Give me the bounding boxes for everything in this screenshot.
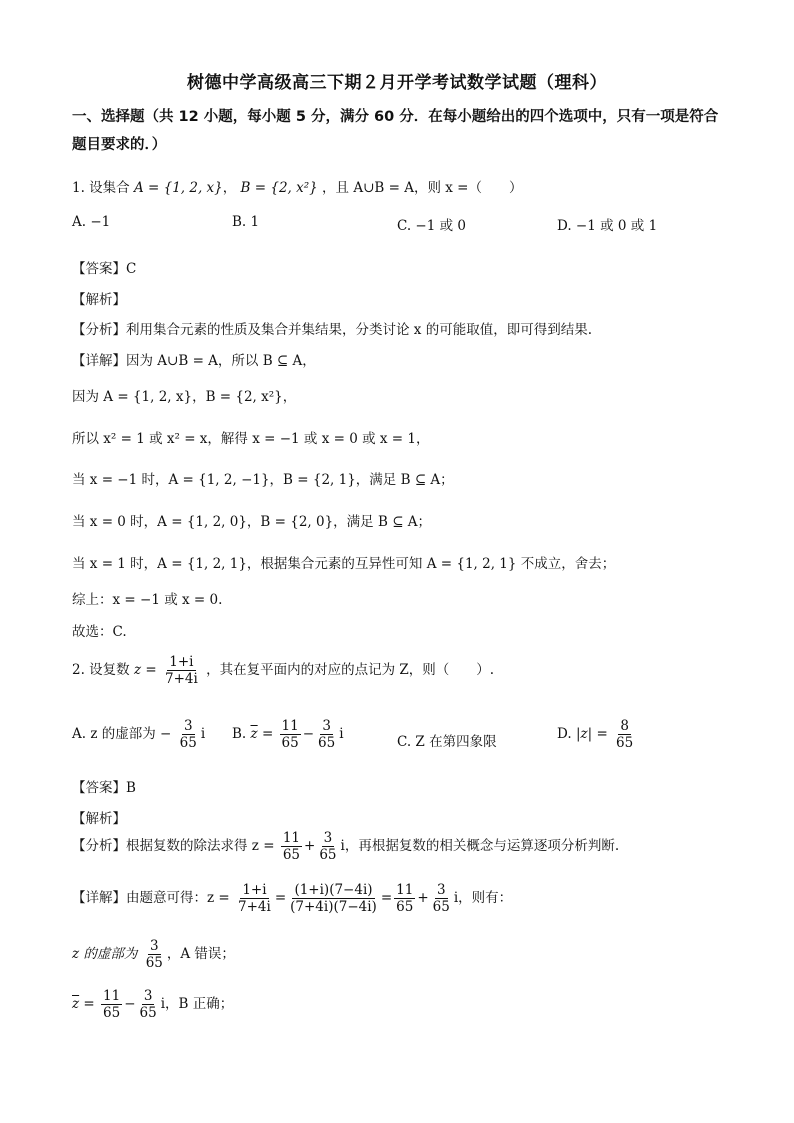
q2-xj-eq1: =: [274, 890, 287, 906]
q2-opt-b-z: $\overline{z}$: [250, 726, 258, 742]
q2-analysis-label: 【解析】: [72, 811, 126, 827]
q2-xj-f1-den: 7+4i: [238, 899, 271, 915]
q2-opt-b-i: i: [339, 726, 344, 742]
q2-fenxi-plus: +: [304, 838, 316, 854]
q1-line-1: 因为 A = {1, 2, x}，B = {2, x²}，: [72, 389, 297, 405]
q2-lb-z: $\overline{z}$: [72, 996, 80, 1012]
q2-opt-b-label: B.: [232, 726, 247, 742]
q2-opt-d-num: 8: [620, 718, 629, 734]
q1-answer: 【答案】C: [72, 261, 137, 277]
q2-option-a: [72, 718, 205, 751]
q2-lb-num1: 11: [103, 988, 121, 1004]
q2-la-frac: [144, 938, 165, 971]
q2-opt-d-abs: |z| =: [575, 726, 608, 742]
q2-lb-minus: −: [124, 996, 136, 1012]
q2-fenxi-den2: 65: [319, 847, 337, 863]
q1-set-b: B = {2, x²}: [240, 180, 318, 196]
q2-answer: 【答案】B: [72, 780, 136, 796]
q2-lb-den1: 65: [103, 1005, 121, 1021]
q2-opt-b-frac2: [316, 718, 337, 751]
q1-line-3: 当 x = −1 时，A = {1, 2, −1}，B = {2, 1}，满足 B ⊆ A；: [72, 472, 454, 488]
q1-line-2: 所以 x² = 1 或 x² = x，解得 x = −1 或 x = 0 或 x = 1，: [72, 431, 430, 447]
q2-opt-b-den2: 65: [318, 735, 336, 751]
q2-lb-frac1: [101, 988, 122, 1021]
q2-fenxi-frac2: [317, 830, 338, 863]
q2-xj-f4-den: 65: [432, 899, 450, 915]
q2-frac-den: 7+4i: [164, 671, 198, 687]
q2-xiangjie: [72, 882, 512, 915]
q2-opt-b-num1: 11: [281, 718, 299, 734]
q1-option-d: D. −1 或 0 或 1: [557, 218, 658, 234]
q2-la-num: 3: [150, 938, 159, 954]
q2-opt-b-minus: −: [302, 726, 315, 742]
q2-xj-post: i，则有：: [453, 890, 513, 906]
section-heading: 一、选择题（共 12 小题，每小题 5 分，满分 60 分．在每小题给出的四个选项中，只有一项是符合题目要求的．）: [72, 109, 719, 153]
q2-option-d: [557, 718, 637, 751]
q2-fenxi-post: i，再根据复数的相关概念与运算逐项分析判断.: [340, 838, 620, 854]
q2-option-c: C. Z 在第四象限: [397, 734, 497, 750]
q2-xj-f2-den: (7+4i)(7−4i): [290, 899, 377, 915]
q2-opt-a-num: 3: [183, 718, 193, 734]
q2-opt-a-text: z 的虚部为 −: [90, 726, 172, 742]
q2-lb-num2: 3: [143, 988, 153, 1004]
q2-xj-eq2: =: [380, 890, 393, 906]
q1-set-a: A = {1, 2, x}: [133, 180, 223, 196]
q2-stem-post: ，其在复平面内的对应的点记为 Z，则（ ）.: [206, 662, 495, 678]
q1-line-4: 当 x = 0 时，A = {1, 2, 0}，B = {2, 0}，满足 B ⊆ A；: [72, 514, 432, 530]
q2-xj-frac2: [288, 882, 379, 915]
q1-stem: 1. 设集合 A = {1, 2, x}， B = {2, x²} ，且 A∪B = A，则 x =（ ）: [72, 180, 523, 196]
q2-opt-a-i: i: [200, 726, 206, 742]
q2-fenxi-frac1: [281, 830, 302, 863]
q2-z-eq: z =: [133, 662, 157, 678]
q2-option-b: [232, 718, 344, 751]
q1-option-c: C. −1 或 0: [397, 218, 467, 234]
q2-la-pre: z 的虚部为: [72, 946, 138, 962]
q2-lb-frac2: [138, 988, 159, 1021]
q2-opt-b-frac1: [280, 718, 301, 751]
q2-fenxi-num1: 11: [282, 830, 300, 846]
q1-option-a: A. −1: [72, 214, 111, 230]
q2-fenxi: [72, 830, 619, 863]
q2-opt-d-den: 65: [616, 735, 634, 751]
q2-lb-eq: =: [83, 996, 95, 1012]
q1-line-5: 当 x = 1 时，A = {1, 2, 1}，根据集合元素的互异性可知 A = {1, 2, 1} 不成立，舍去；: [72, 556, 616, 572]
q2-line-b: [72, 988, 233, 1021]
q2-opt-d-frac: [614, 718, 635, 751]
q2-la-post: ，A 错误；: [166, 946, 235, 962]
q2-xj-f2-num: (1+i)(7−4i): [294, 882, 373, 898]
q2-xj-f3-num: 11: [396, 882, 414, 898]
q2-fenxi-den1: 65: [282, 847, 300, 863]
q1-xiangjie: 【详解】因为 A∪B = A，所以 B ⊆ A，: [72, 353, 316, 369]
q2-fenxi-pre: 【分析】根据复数的除法求得 z =: [72, 838, 275, 854]
q1-line-6: 综上：x = −1 或 x = 0.: [72, 592, 223, 608]
q2-opt-b-den1: 65: [281, 735, 299, 751]
q2-xj-frac1: [236, 882, 273, 915]
q2-xj-frac4: [431, 882, 452, 915]
q2-fraction: [163, 654, 200, 687]
q2-xj-pre: 【详解】由题意可得：z =: [72, 890, 230, 906]
q2-opt-a-label: A.: [72, 726, 87, 742]
q2-lb-post: i，B 正确；: [160, 996, 234, 1012]
q1-condition: ，且 A∪B = A，则 x =（ ）: [322, 180, 523, 196]
q2-xj-f3-den: 65: [396, 899, 414, 915]
q1-option-b: B. 1: [232, 214, 260, 230]
q2-opt-b-eq: =: [261, 726, 274, 742]
q2-la-den: 65: [145, 955, 163, 971]
q2-opt-a-den: 65: [179, 735, 197, 751]
q1-fenxi: 【分析】利用集合元素的性质及集合并集结果，分类讨论 x 的可能取值，即可得到结果.: [72, 322, 592, 338]
q2-xj-f1-num: 1+i: [242, 882, 267, 898]
q2-frac-num: 1+i: [169, 654, 194, 670]
q2-line-a: [72, 938, 235, 971]
q2-opt-b-num2: 3: [322, 718, 331, 734]
q2-fenxi-num2: 3: [323, 830, 333, 846]
q2-stem: [72, 654, 494, 687]
q2-xj-frac3: [394, 882, 415, 915]
q2-lb-den2: 65: [139, 1005, 157, 1021]
q1-analysis-label: 【解析】: [72, 292, 126, 308]
q1-number: 1. 设集合: [72, 180, 130, 196]
q2-xj-f4-num: 3: [436, 882, 446, 898]
q2-xj-plus: +: [417, 890, 429, 906]
q1-line-7: 故选：C.: [72, 624, 127, 640]
page-title: 树德中学高级高三下期２月开学考试数学试题（理科）: [187, 73, 607, 93]
q2-number: 2. 设复数: [72, 662, 130, 678]
q2-opt-d-label: D.: [557, 726, 572, 742]
q2-opt-a-frac: [178, 718, 199, 751]
